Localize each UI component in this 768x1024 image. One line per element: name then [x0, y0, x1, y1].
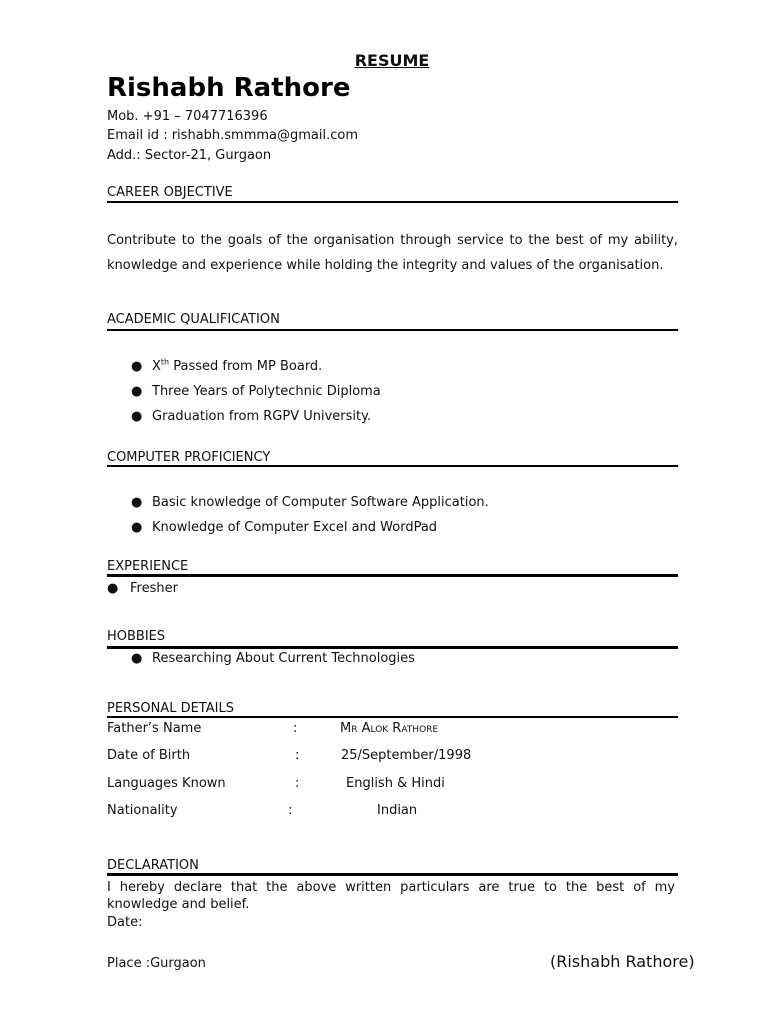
computer-item-1: Basic knowledge of Computer Software Application.	[152, 495, 489, 510]
nationality-label: Nationality	[107, 803, 178, 818]
dob-colon: :	[295, 748, 300, 763]
nationality-value: Indian	[377, 803, 418, 818]
bullet-icon: ●	[131, 495, 143, 510]
computer-heading: COMPUTER PROFICIENCY	[107, 450, 271, 465]
contact-email: Email id : rishabh.smmma@gmail.com	[107, 128, 358, 143]
resume-title: RESUME	[354, 51, 430, 70]
career-text: Contribute to the goals of the organisation through service to the best of my ability, knowledge and experience while holding the integrity and values of the organisation.	[107, 233, 678, 273]
dob-value: 25/September/1998	[341, 748, 472, 763]
nationality-colon: :	[288, 803, 293, 818]
list-item	[131, 651, 415, 666]
experience-heading: EXPERIENCE	[107, 559, 189, 574]
bullet-icon: ●	[131, 520, 143, 535]
career-rule	[107, 201, 678, 203]
personal-rule	[107, 716, 678, 718]
father-colon: :	[293, 721, 298, 736]
signature-name: (Rishabh Rathore)	[550, 952, 695, 971]
contact-mobile: Mob. +91 – 7047716396	[107, 109, 268, 124]
academic-item-1-rest: Passed from MP Board.	[169, 359, 323, 374]
father-value: Mr Alok Rathore	[340, 721, 439, 736]
contact-address: Add.: Sector-21, Gurgaon	[107, 148, 272, 163]
declaration-text: I hereby declare that the above written particulars are true to the best of my knowledge and belief.	[107, 880, 675, 912]
declaration-rule	[107, 873, 678, 876]
academic-item-3: Graduation from RGPV University.	[152, 409, 372, 424]
dob-label: Date of Birth	[107, 748, 191, 763]
list-item	[131, 495, 489, 510]
hobbies-item-1: Researching About Current Technologies	[152, 651, 415, 666]
bullet-icon: ●	[131, 359, 143, 374]
experience-item-1: Fresher	[130, 581, 178, 596]
list-item	[131, 359, 322, 374]
computer-item-2: Knowledge of Computer Excel and WordPad	[152, 520, 438, 535]
father-label: Father’s Name	[107, 721, 202, 736]
academic-item-1-sup: th	[160, 357, 170, 367]
career-heading: CAREER OBJECTIVE	[107, 185, 233, 200]
languages-value: English & Hindi	[346, 776, 445, 791]
declaration-heading: DECLARATION	[107, 858, 199, 873]
bullet-icon: ●	[131, 409, 143, 424]
list-item	[131, 384, 381, 399]
personal-heading: PERSONAL DETAILS	[107, 701, 234, 716]
academic-heading: ACADEMIC QUALIFICATION	[107, 312, 280, 327]
languages-label: Languages Known	[107, 776, 226, 791]
bullet-icon: ●	[131, 651, 143, 666]
academic-rule	[107, 329, 678, 331]
academic-item-2: Three Years of Polytechnic Diploma	[152, 384, 381, 399]
list-item	[131, 520, 437, 535]
computer-rule	[107, 465, 678, 467]
hobbies-heading: HOBBIES	[107, 629, 166, 644]
academic-item-1-main: X	[152, 359, 161, 374]
bullet-icon: ●	[107, 581, 119, 596]
list-item	[107, 581, 178, 596]
date-label: Date:	[107, 915, 143, 930]
list-item	[131, 409, 371, 424]
hobbies-rule	[107, 646, 678, 649]
experience-rule	[107, 574, 678, 577]
candidate-name: Rishabh Rathore	[107, 73, 351, 103]
bullet-icon: ●	[131, 384, 143, 399]
place-label: Place :Gurgaon	[107, 956, 206, 971]
languages-colon: :	[295, 776, 300, 791]
